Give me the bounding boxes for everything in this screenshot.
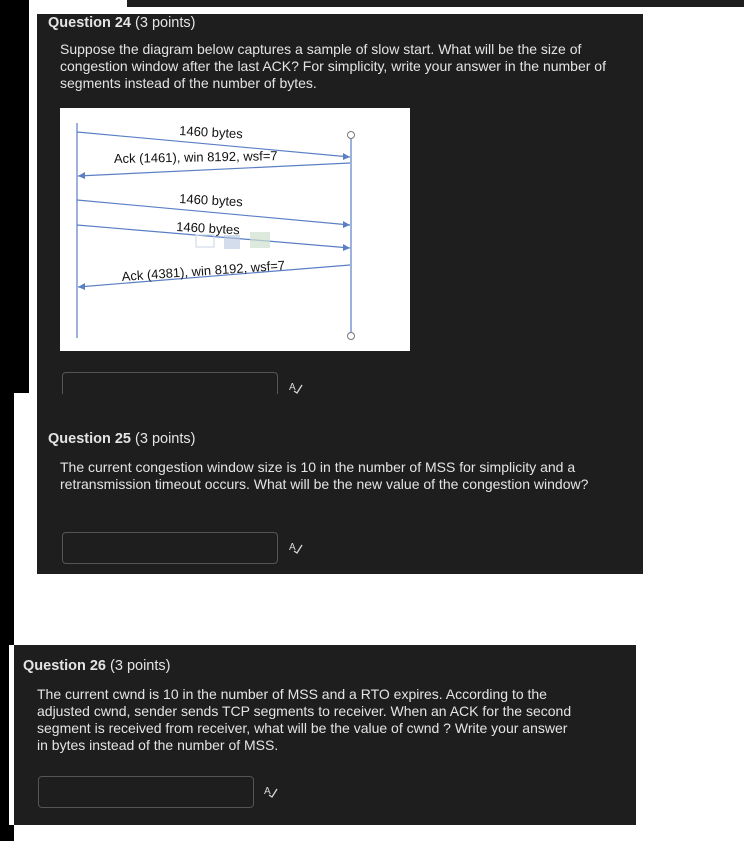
- question-26-panel: [14, 645, 636, 825]
- artifact-image-icon: [250, 232, 270, 248]
- svg-text:A: A: [264, 786, 271, 797]
- question-25-panel: [37, 394, 643, 574]
- question-title-text: Question 25: [48, 431, 131, 447]
- diagram-label-segment-3: 1460 bytes: [175, 219, 241, 238]
- slow-start-diagram: [60, 108, 410, 351]
- left-edge-strip: [0, 0, 29, 393]
- svg-text:A: A: [289, 382, 296, 393]
- question-title-text: Question 24: [48, 15, 131, 31]
- spellcheck-icon[interactable]: [264, 784, 278, 801]
- diagram-label-segment-2: 1460 bytes: [178, 191, 244, 210]
- question-points: (3 points): [110, 658, 171, 674]
- question-26-title: [23, 658, 170, 674]
- question-26-answer-input[interactable]: [38, 776, 254, 808]
- svg-text:A: A: [289, 542, 296, 553]
- question-24-title: [48, 15, 195, 31]
- top-bar: [127, 0, 744, 7]
- diagram-svg: [60, 108, 410, 351]
- question-25-text: The current congestion window size is 10 in the number of MSS for simplicity and a retransmission timeout occurs. What will be the new value of the congestion window?: [60, 459, 589, 492]
- receiver-bottom-marker: [348, 333, 355, 340]
- question-24-text: Suppose the diagram below captures a sample of slow start. What will be the size of congestion window after the last ACK? For simplicity, write your answer in the number of segments instead of the number of bytes.: [60, 41, 606, 91]
- question-25-answer-input[interactable]: [62, 532, 278, 564]
- question-points: (3 points): [135, 15, 196, 31]
- receiver-top-marker: [348, 132, 355, 139]
- diagram-label-segment-1: 1460 bytes: [178, 123, 244, 142]
- spellcheck-icon[interactable]: [289, 540, 303, 557]
- question-title-text: Question 26: [23, 658, 106, 674]
- diagram-label-ack-1: Ack (1461), win 8192, wsf=7: [113, 148, 278, 166]
- question-points: (3 points): [135, 431, 196, 447]
- question-25-title: [48, 431, 195, 447]
- question-26-text: The current cwnd is 10 in the number of MSS and a RTO expires. According to the adjusted cwnd, sender sends TCP segments to receiver. When an ACK for the second segment is received from receiver, what will be the value of cwnd ? Write your answer in bytes instead of the number of MSS.: [37, 686, 572, 753]
- diagram-label-ack-2: Ack (4381), win 8192, wsf=7: [121, 257, 286, 284]
